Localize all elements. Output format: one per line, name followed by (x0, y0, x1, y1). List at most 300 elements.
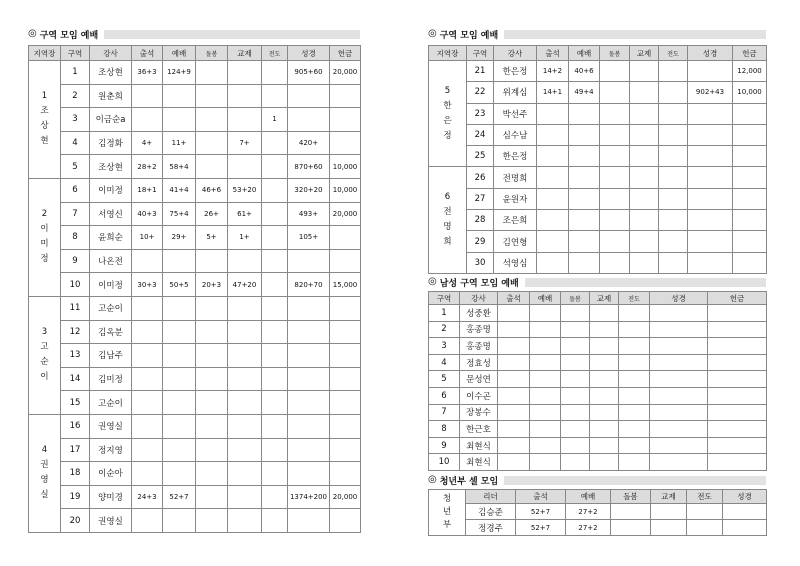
cell-number: 4 (429, 354, 460, 371)
teacher-name: 김옥분 (90, 320, 132, 344)
fellowship-value (228, 155, 262, 179)
table-row (429, 231, 767, 252)
empty-cell (619, 454, 650, 471)
empty-cell (723, 504, 767, 520)
worship-value: 49+4 (569, 82, 600, 103)
evangelism-value (659, 231, 688, 252)
evangelism-value (262, 367, 288, 391)
worship-value (569, 167, 600, 188)
cell-number: 16 (61, 414, 90, 438)
table-row (429, 404, 767, 421)
attendance-value: 4+ (132, 131, 163, 155)
evangelism-value (262, 84, 288, 108)
fellowship-value: 61+ (228, 202, 262, 226)
leader-char: 정 (40, 254, 49, 265)
bullseye-icon: ◎ (428, 28, 437, 39)
worship-value: 52+7 (163, 485, 196, 509)
header-row (429, 490, 767, 504)
attendance-value (537, 124, 569, 145)
empty-cell (619, 421, 650, 438)
fellowship-value (630, 124, 659, 145)
leader-char: 은 (443, 115, 452, 126)
offering-value (330, 84, 361, 108)
teacher-name: 김정화 (90, 131, 132, 155)
cell-number: 8 (429, 421, 460, 438)
bible-value (288, 509, 330, 533)
empty-cell (530, 305, 561, 322)
fellowship-value (630, 61, 659, 82)
region-leader-cell (429, 61, 467, 167)
empty-cell (590, 404, 619, 421)
label-char: 부 (442, 520, 452, 530)
column-header-bible: 성경 (723, 490, 767, 504)
cell-number: 7 (429, 404, 460, 421)
attendance-value: 14+2 (537, 61, 569, 82)
leader-char: 영 (40, 475, 49, 486)
care-value (196, 320, 228, 344)
cell-number: 5 (61, 155, 90, 179)
cell-number: 4 (61, 131, 90, 155)
offering-value (330, 438, 361, 462)
fellowship-value (228, 438, 262, 462)
empty-cell (708, 321, 767, 338)
table-row (29, 509, 361, 533)
attendance-value: 30+3 (132, 273, 163, 297)
offering-value (330, 226, 361, 250)
teacher-name: 서영신 (90, 202, 132, 226)
empty-cell (561, 321, 590, 338)
mens-meeting-table (428, 291, 767, 471)
teacher-name: 김연형 (494, 231, 537, 252)
cell-number: 17 (61, 438, 90, 462)
attendance-value (132, 509, 163, 533)
attendance-value (132, 320, 163, 344)
leader-char: 현 (40, 136, 49, 147)
table-row (29, 414, 361, 438)
empty-cell (561, 404, 590, 421)
empty-cell (590, 387, 619, 404)
teacher-name: 장봉수 (460, 404, 498, 421)
leader-char: 5 (444, 85, 451, 96)
table-row (29, 178, 361, 202)
care-value (196, 485, 228, 509)
teacher-name: 윤희순 (90, 226, 132, 250)
evangelism-value (262, 178, 288, 202)
column-header-offering: 헌금 (708, 292, 767, 305)
empty-cell (498, 371, 530, 388)
table-row (29, 485, 361, 509)
evangelism-value (659, 167, 688, 188)
evangelism-value (262, 226, 288, 250)
table-row (429, 82, 767, 103)
table-row (29, 273, 361, 297)
table-row (29, 226, 361, 250)
cell-number: 3 (61, 108, 90, 132)
bible-value (288, 296, 330, 320)
offering-value (733, 188, 767, 209)
leader-char: 이 (40, 372, 49, 383)
worship-value (163, 320, 196, 344)
evangelism-value (262, 296, 288, 320)
empty-cell (530, 437, 561, 454)
empty-cell (650, 404, 708, 421)
teacher-name: 문성연 (460, 371, 498, 388)
title-bar (504, 30, 766, 39)
table-row (29, 462, 361, 486)
teacher-name: 정효성 (460, 354, 498, 371)
bible-value: 320+20 (288, 178, 330, 202)
cell-number: 6 (61, 178, 90, 202)
empty-cell (530, 371, 561, 388)
cell-number: 3 (429, 338, 460, 355)
offering-value (330, 367, 361, 391)
empty-cell (651, 520, 687, 536)
column-header-evangelism: 전도 (687, 490, 723, 504)
cell-number: 23 (467, 103, 494, 124)
care-value (196, 131, 228, 155)
worship-value: 75+4 (163, 202, 196, 226)
teacher-name: 조은희 (494, 210, 537, 231)
evangelism-value (262, 202, 288, 226)
table-row (429, 305, 767, 322)
table-row (29, 84, 361, 108)
empty-cell (530, 321, 561, 338)
column-header-cell-number: 구역 (61, 46, 90, 61)
empty-cell (498, 321, 530, 338)
attendance-value: 24+3 (132, 485, 163, 509)
region-leader-cell (29, 296, 61, 414)
worship-value: 29+ (163, 226, 196, 250)
care-value (196, 155, 228, 179)
fellowship-value (228, 367, 262, 391)
leader-char: 이 (40, 224, 49, 235)
teacher-name: 심수남 (494, 124, 537, 145)
bible-value (688, 210, 733, 231)
care-value (196, 462, 228, 486)
fellowship-value: 53+20 (228, 178, 262, 202)
worship-value (569, 103, 600, 124)
empty-cell (708, 404, 767, 421)
table-row (429, 61, 767, 82)
fellowship-value (228, 462, 262, 486)
worship-value (569, 210, 600, 231)
title-bar (104, 30, 360, 39)
empty-cell (619, 338, 650, 355)
offering-value (330, 296, 361, 320)
empty-cell (530, 404, 561, 421)
region-leader-cell (29, 178, 61, 296)
header-row (429, 292, 767, 305)
teacher-name: 성중환 (460, 305, 498, 322)
care-value: 46+6 (196, 178, 228, 202)
teacher-name: 조상현 (90, 155, 132, 179)
table-row (429, 520, 767, 536)
empty-cell (650, 437, 708, 454)
empty-cell (530, 354, 561, 371)
care-value (196, 509, 228, 533)
empty-cell (650, 421, 708, 438)
empty-cell (498, 437, 530, 454)
care-value (600, 124, 630, 145)
region-leader-cell (29, 414, 61, 532)
table-row (29, 367, 361, 391)
empty-cell (590, 305, 619, 322)
leader-char: 1 (41, 91, 48, 102)
fellowship-value (630, 167, 659, 188)
table-row (429, 210, 767, 231)
offering-value: 10,000 (330, 178, 361, 202)
bible-value (688, 103, 733, 124)
empty-cell (561, 421, 590, 438)
empty-cell (530, 338, 561, 355)
attendance-value (132, 84, 163, 108)
youth-cell-table (428, 489, 767, 536)
offering-value (330, 249, 361, 273)
care-value (196, 61, 228, 85)
offering-value (330, 344, 361, 368)
worship-value (163, 509, 196, 533)
column-header-teacher: 강사 (460, 292, 498, 305)
empty-cell (723, 520, 767, 536)
empty-cell (619, 321, 650, 338)
worship-value (569, 231, 600, 252)
attendance-value: 18+1 (132, 178, 163, 202)
worship-value (163, 108, 196, 132)
bible-value: 870+60 (288, 155, 330, 179)
evangelism-value (262, 273, 288, 297)
empty-cell (498, 305, 530, 322)
empty-cell (650, 338, 708, 355)
empty-cell (619, 387, 650, 404)
teacher-name: 윤원자 (494, 188, 537, 209)
header-row (29, 46, 361, 61)
evangelism-value (262, 509, 288, 533)
fellowship-value (630, 231, 659, 252)
cell-number: 22 (467, 82, 494, 103)
table-row (429, 371, 767, 388)
teacher-name: 나온전 (90, 249, 132, 273)
empty-cell (619, 305, 650, 322)
evangelism-value (262, 485, 288, 509)
worship-value: 40+6 (569, 61, 600, 82)
empty-cell (590, 454, 619, 471)
column-header-worship: 예배 (566, 490, 611, 504)
worship-value (163, 438, 196, 462)
offering-value (330, 414, 361, 438)
table-row (429, 146, 767, 167)
empty-cell (650, 321, 708, 338)
teacher-name: 김남주 (90, 344, 132, 368)
evangelism-value (262, 61, 288, 85)
evangelism-value (659, 188, 688, 209)
offering-value (733, 167, 767, 188)
teacher-name: 한은정 (494, 61, 537, 82)
offering-value: 20,000 (330, 202, 361, 226)
column-header-worship: 예배 (569, 46, 600, 61)
leader-name: 김승준 (466, 504, 516, 520)
empty-cell (561, 387, 590, 404)
attendance-value: 28+2 (132, 155, 163, 179)
bible-value (288, 84, 330, 108)
fellowship-value (630, 210, 659, 231)
empty-cell (650, 305, 708, 322)
offering-value (330, 131, 361, 155)
column-header-offering: 헌금 (733, 46, 767, 61)
attendance-value (132, 367, 163, 391)
column-header-attendance: 출석 (516, 490, 566, 504)
label-char: 청 (442, 494, 452, 504)
leader-char: 3 (41, 327, 48, 338)
offering-value (733, 231, 767, 252)
worship-value (163, 296, 196, 320)
table-row (429, 354, 767, 371)
cell-number: 10 (429, 454, 460, 471)
teacher-name: 고순이 (90, 296, 132, 320)
care-value (196, 249, 228, 273)
table-row (429, 124, 767, 145)
worship-value: 27+2 (566, 520, 611, 536)
bible-value: 493+ (288, 202, 330, 226)
care-value (196, 414, 228, 438)
empty-cell (530, 421, 561, 438)
bible-value (288, 344, 330, 368)
teacher-name: 홍종명 (460, 321, 498, 338)
leader-char: 전 (443, 207, 452, 218)
bible-value: 420+ (288, 131, 330, 155)
leader-char: 한 (443, 100, 452, 111)
care-value: 26+ (196, 202, 228, 226)
evangelism-value (262, 391, 288, 415)
cell-number: 14 (61, 367, 90, 391)
care-value (600, 103, 630, 124)
evangelism-value (262, 320, 288, 344)
fellowship-value (228, 509, 262, 533)
worship-value: 11+ (163, 131, 196, 155)
column-header-evangelism: 전도 (619, 292, 650, 305)
cell-number: 9 (61, 249, 90, 273)
table-row (29, 61, 361, 85)
cell-number: 1 (61, 61, 90, 85)
offering-value: 20,000 (330, 485, 361, 509)
leader-char: 미 (40, 239, 49, 250)
bullseye-icon: ◎ (428, 474, 437, 485)
fellowship-value (228, 61, 262, 85)
cell-meeting-table-1 (28, 45, 361, 533)
care-value (600, 252, 630, 273)
column-header-teacher: 강사 (90, 46, 132, 61)
attendance-value (537, 167, 569, 188)
bible-value (688, 124, 733, 145)
bullseye-icon: ◎ (28, 28, 37, 39)
cell-number: 9 (429, 437, 460, 454)
table-row (29, 202, 361, 226)
bible-value: 105+ (288, 226, 330, 250)
teacher-name: 권영실 (90, 509, 132, 533)
cell-number: 28 (467, 210, 494, 231)
bullseye-icon: ◎ (428, 276, 437, 287)
attendance-value (537, 188, 569, 209)
cell-number: 8 (61, 226, 90, 250)
bible-value (688, 188, 733, 209)
table-row (29, 249, 361, 273)
column-header-region-leader: 지역장 (429, 46, 467, 61)
table-row (429, 167, 767, 188)
column-header-attendance: 출석 (132, 46, 163, 61)
empty-cell (590, 321, 619, 338)
leader-char: 상 (40, 121, 49, 132)
table-row (429, 421, 767, 438)
title-bar (525, 278, 766, 287)
table-row (29, 155, 361, 179)
attendance-value (132, 414, 163, 438)
column-header-care: 돌봄 (561, 292, 590, 305)
table-row (29, 108, 361, 132)
teacher-name: 원춘희 (90, 84, 132, 108)
cell-number: 29 (467, 231, 494, 252)
leader-char: 명 (443, 222, 452, 233)
offering-value: 20,000 (330, 61, 361, 85)
fellowship-value (228, 108, 262, 132)
offering-value: 10,000 (733, 82, 767, 103)
leader-char: 희 (443, 237, 452, 248)
bible-value (688, 252, 733, 273)
column-header-fellowship: 교제 (630, 46, 659, 61)
fellowship-value (228, 344, 262, 368)
column-header-care: 돌봄 (196, 46, 228, 61)
bible-value (288, 438, 330, 462)
care-value: 20+3 (196, 273, 228, 297)
table-row (429, 338, 767, 355)
offering-value: 12,000 (733, 61, 767, 82)
section1-heading: 구역 모임 예배 (39, 30, 99, 41)
worship-value (163, 414, 196, 438)
leader-char: 4 (41, 445, 48, 456)
cell-number: 18 (61, 462, 90, 486)
column-header-bible: 성경 (288, 46, 330, 61)
empty-cell (708, 387, 767, 404)
attendance-value (537, 103, 569, 124)
empty-cell (498, 338, 530, 355)
empty-cell (687, 504, 723, 520)
attendance-value (537, 231, 569, 252)
care-value (196, 84, 228, 108)
attendance-value: 36+3 (132, 61, 163, 85)
attendance-value (132, 249, 163, 273)
cell-number: 30 (467, 252, 494, 273)
teacher-name: 이미정 (90, 273, 132, 297)
attendance-value (132, 296, 163, 320)
worship-value (569, 146, 600, 167)
label-char: 년 (442, 507, 452, 517)
table-row (29, 296, 361, 320)
evangelism-value (659, 103, 688, 124)
fellowship-value (630, 188, 659, 209)
offering-value (733, 103, 767, 124)
empty-cell (650, 371, 708, 388)
offering-value (330, 462, 361, 486)
empty-cell (619, 354, 650, 371)
column-header-fellowship: 교제 (590, 292, 619, 305)
empty-cell (590, 371, 619, 388)
offering-value: 10,000 (330, 155, 361, 179)
fellowship-value (630, 252, 659, 273)
teacher-name: 조상현 (90, 61, 132, 85)
table-row (429, 103, 767, 124)
region-leader-cell (29, 61, 61, 179)
offering-value (330, 509, 361, 533)
bible-value (288, 391, 330, 415)
worship-value: 124+9 (163, 61, 196, 85)
